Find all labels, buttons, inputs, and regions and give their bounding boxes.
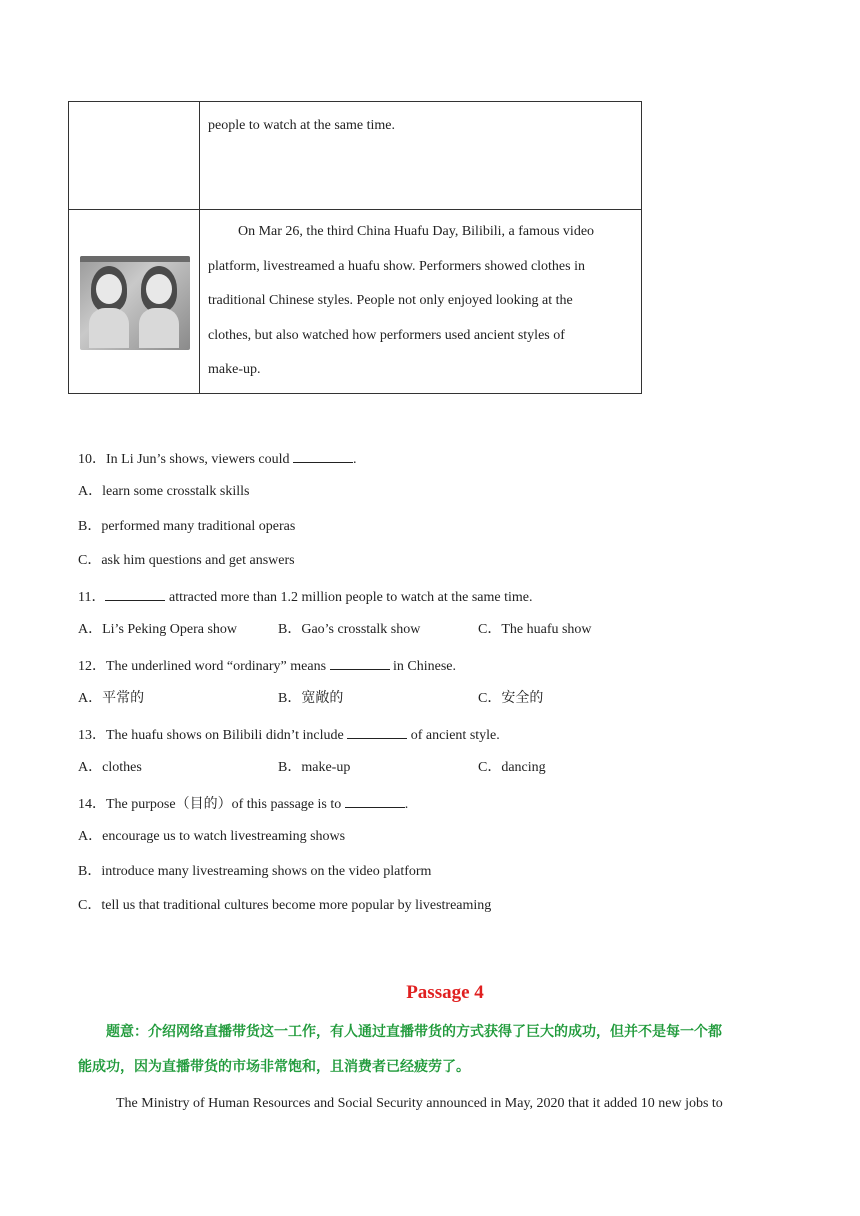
answer-blank: [345, 793, 405, 808]
question-14-option-a: A．encourage us to watch livestreaming shows: [78, 829, 346, 844]
question-13-option-c: C．dancing: [478, 760, 546, 775]
passage-summary-line: 能成功，因为直播带货的市场非常饱和，且消费者已经疲劳了。: [78, 1059, 470, 1075]
huafu-show-photo: [80, 256, 190, 350]
passage-title: Passage 4: [406, 982, 484, 1003]
row1-text: people to watch at the same time.: [208, 118, 395, 133]
huafu-line: On Mar 26, the third China Huafu Day, Bilibili, a famous video: [238, 224, 595, 239]
question-12-option-a: A．平常的: [78, 691, 145, 706]
table-cell-image: [69, 210, 200, 394]
table-cell-text: [200, 102, 642, 210]
question-10-option-c: C．ask him questions and get answers: [78, 553, 295, 568]
question-12-option-c: C．安全的: [478, 691, 544, 706]
passage-summary-line: 题意：介绍网络直播带货这一工作，有人通过直播带货的方式获得了巨大的成功，但并不是每一个都: [106, 1024, 722, 1040]
question-14-stem: 14．The purpose（目的）of this passage is to .: [78, 793, 408, 815]
table-row: [69, 102, 642, 210]
huafu-line: traditional Chinese styles. People not only enjoyed looking at the: [208, 293, 573, 308]
question-12-options: [78, 689, 543, 709]
question-10-option-a: A．learn some crosstalk skills: [78, 484, 250, 499]
question-12-option-b: B．宽敞的: [278, 691, 344, 706]
question-11-options: [78, 620, 592, 640]
huafu-paragraph: [200, 210, 641, 388]
huafu-line: make-up.: [208, 362, 261, 377]
answer-blank: [293, 448, 353, 463]
table-row: [69, 210, 642, 394]
table-cell-empty: [69, 102, 200, 210]
question-11-stem: 11． attracted more than 1.2 million people to watch at the same time.: [78, 586, 532, 608]
passage-body-line: The Ministry of Human Resources and Social Security announced in May, 2020 that it added 10 new jobs to: [116, 1096, 723, 1111]
question-14-option-b: B．introduce many livestreaming shows on the video platform: [78, 864, 432, 879]
question-13-stem: 13．The huafu shows on Bilibili didn’t include of ancient style.: [78, 724, 500, 746]
info-table: [68, 101, 642, 394]
answer-blank: [105, 586, 165, 601]
answer-blank: [330, 655, 390, 670]
question-13-option-a: A．clothes: [78, 760, 142, 775]
answer-blank: [347, 724, 407, 739]
question-11-option-c: C．The huafu show: [478, 622, 592, 637]
question-11-option-b: B．Gao’s crosstalk show: [278, 622, 421, 637]
question-10-stem: 10．In Li Jun’s shows, viewers could .: [78, 448, 357, 470]
question-14-option-c: C．tell us that traditional cultures become more popular by livestreaming: [78, 898, 492, 913]
question-10-option-b: B．performed many traditional operas: [78, 519, 296, 534]
question-12-stem: 12．The underlined word “ordinary” means in Chinese.: [78, 655, 456, 677]
huafu-line: platform, livestreamed a huafu show. Performers showed clothes in: [208, 258, 585, 274]
question-11-option-a: A．Li’s Peking Opera show: [78, 622, 238, 637]
table-cell-text: [200, 210, 642, 394]
question-13-options: [78, 758, 546, 778]
question-13-option-b: B．make-up: [278, 760, 351, 775]
huafu-line: clothes, but also watched how performers used ancient styles of: [208, 327, 565, 343]
